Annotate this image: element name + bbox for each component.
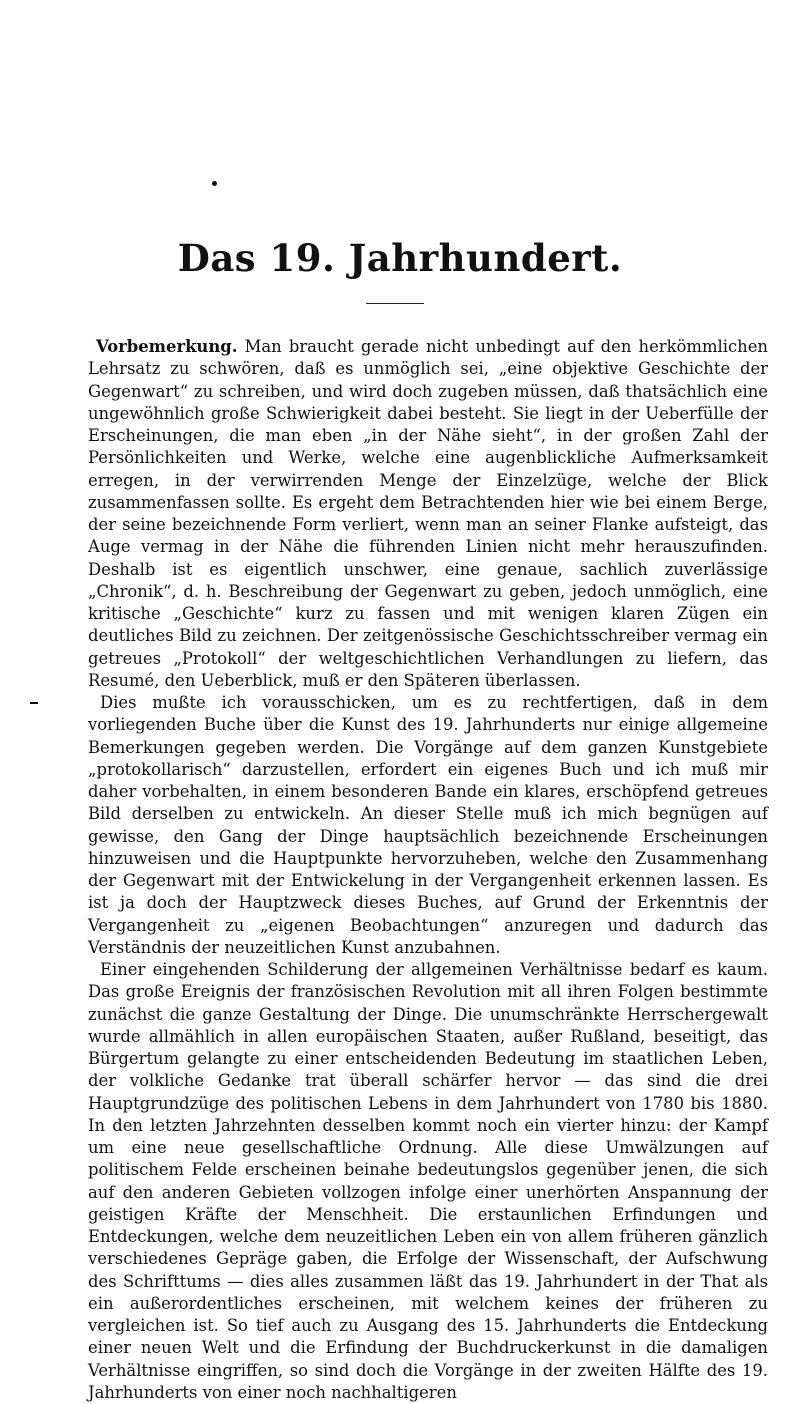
chapter-title: Das 19. Jahrhundert. <box>177 236 623 280</box>
paragraph-preface <box>88 336 768 692</box>
title-divider <box>366 303 424 304</box>
paragraph-3 <box>88 959 768 1404</box>
preface-text: Man braucht gerade nicht unbedingt auf den herkömmlichen Lehrsatz zu schwören, daß es unmöglich sei, „eine objektive Geschichte der Gegenwart“ zu schreiben, und wird doch zugeben müssen, daß thatsächlich eine ungewöhnlich große Schwierigkeit dabei besteht. Sie liegt in der Ueberfülle der Erscheinungen, die man eben „in der Nähe sieht“, in der großen Zahl der Persönlichkeiten und Werke, welche eine augenblickliche Aufmerksamkeit erregen, in der verwirrenden Menge der Einzelzüge, welche der Blick zusammenfassen sollte. Es ergeht dem Betrachtenden hier wie bei einem Berge, der seine bezeichnende Form verliert, wenn man an seiner Flanke aufsteigt, das Auge vermag in der Nähe die führenden Linien nicht mehr herauszufinden. Deshalb ist es eigentlich unschwer, eine genaue, sachlich zuverlässige „Chronik“, d. h. Beschreibung der Gegenwart zu geben, jedoch unmöglich, eine kritische „Geschichte“ kurz zu fassen und mit wenigen klaren Zügen ein deutliches Bild zu zeichnen. Der zeitgenössische Geschichtsschreiber vermag ein getreues „Protokoll“ der weltgeschichtlichen Verhandlungen zu liefern, das Resumé, den Ueberblick, muß er den Späteren überlassen. <box>88 337 768 690</box>
preface-lead: Vorbemerkung. <box>96 337 238 356</box>
paragraph-2-text: Dies mußte ich vorausschicken, um es zu rechtfertigen, daß in dem vorliegenden Buche über die Kunst des 19. Jahrhunderts nur einige allgemeine Bemerkungen gegeben werden. Die Vorgänge auf dem ganzen Kunstgebiete „protokollarisch“ darzustellen, erfordert ein eigenes Buch und ich muß mir daher vorbehalten, in einem besonderen Bande ein klares, erschöpfend getreues Bild derselben zu entwickeln. An dieser Stelle muß ich mich begnügen auf gewisse, den Gang der Dinge hauptsächlich bezeichnende Erscheinungen hinzuweisen und die Hauptpunkte hervorzuheben, welche den Zusammenhang der Gegenwart mit der Entwickelung in der Vergangenheit erkennen lassen. Es ist ja doch der Hauptzweck dieses Buches, auf Grund der Erkenntnis der Vergangenheit zu „eigenen Beobachtungen“ anzuregen und dadurch das Verständnis der neuzeitlichen Kunst anzubahnen. <box>88 693 768 957</box>
margin-mark <box>30 702 38 704</box>
paragraph-3-text: Einer eingehenden Schilderung der allgemeinen Verhältnisse bedarf es kaum. Das große Ereignis der französischen Revolution mit all ihren Folgen bestimmte zunächst die ganze Gestaltung der Dinge. Die unumschränkte Herrschergewalt wurde allmählich in allen europäischen Staaten, außer Rußland, beseitigt, das Bürgertum gelangte zu einer entscheidenden Bedeutung im staatlichen Leben, der volkliche Gedanke trat überall schärfer hervor — das sind die drei Hauptgrundzüge des politischen Lebens in dem Jahrhundert von 1780 bis 1880. In den letzten Jahrzehnten desselben kommt noch ein vierter hinzu: der Kampf um eine neue gesellschaftliche Ordnung. Alle diese Umwälzungen auf politischem Felde erscheinen beinahe bedeutungslos gegenüber jenen, die sich auf den anderen Gebieten vollzogen infolge einer unerhörten Anspannung der geistigen Kräfte der Menschheit. Die erstaunlichen Erfindungen und Entdeckungen, welche dem neuzeitlichen Leben ein von allem früheren gänzlich verschiedenes Gepräge gaben, die Erfolge der Wissenschaft, der Aufschwung des Schrifttums — dies alles zusammen läßt das 19. Jahrhundert in der That als ein außerordentliches erscheinen, mit welchem keines der früheren zu vergleichen ist. So tief auch zu Ausgang des 15. Jahrhunderts die Entdeckung einer neuen Welt und die Erfindung der Buchdruckerkunst in die damaligen Verhältnisse eingriffen, so sind doch die Vorgänge in der zweiten Hälfte des 19. Jahrhunderts von einer noch nachhaltigeren <box>88 960 768 1402</box>
printed-dot <box>212 181 217 186</box>
paragraph-2 <box>88 692 768 959</box>
page-body <box>88 336 768 1404</box>
